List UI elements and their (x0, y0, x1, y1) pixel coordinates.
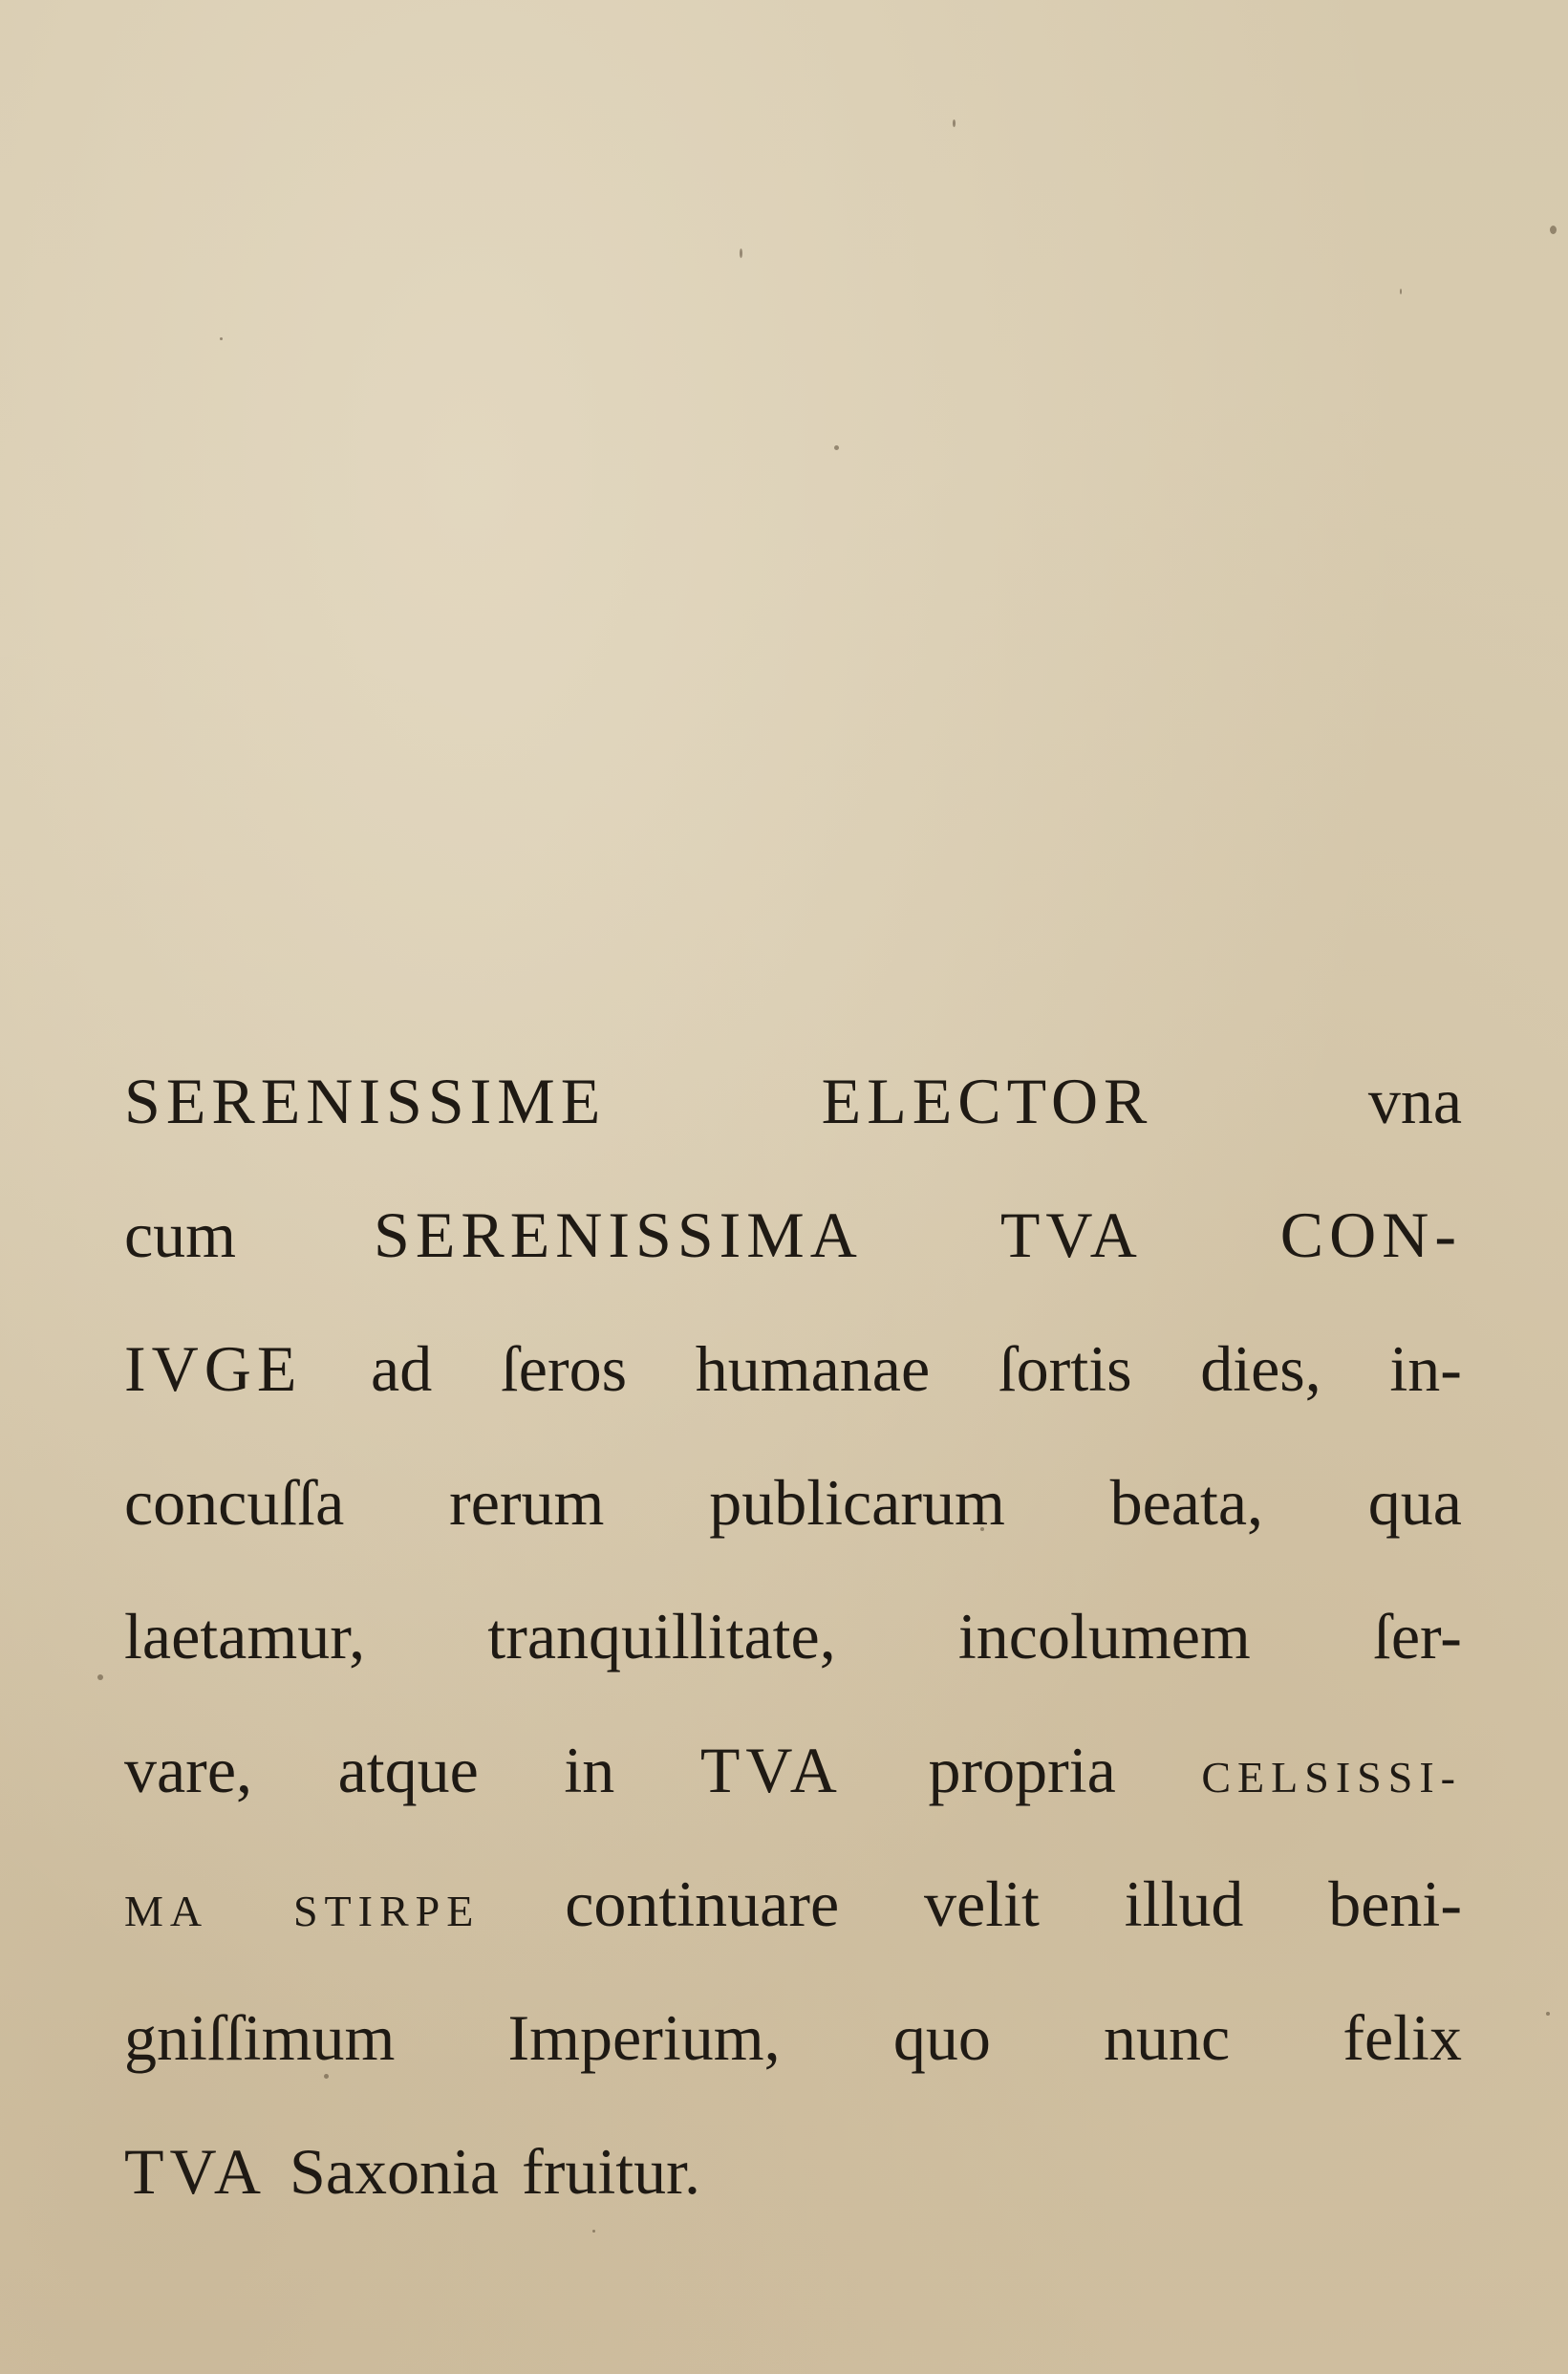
text-line (124, 1034, 1462, 1168)
text-line (124, 1302, 1462, 1435)
word: beata, (1109, 1466, 1264, 1539)
word: Imperium, (507, 2001, 781, 2074)
word: ſer- (1372, 1600, 1462, 1673)
word: ſortis (998, 1332, 1132, 1405)
paper-speck (834, 445, 839, 450)
word: MA (124, 1887, 209, 1935)
word: qua (1367, 1466, 1462, 1539)
word: in (564, 1734, 615, 1806)
word: tranquillitate, (487, 1600, 836, 1673)
word: cum (124, 1198, 237, 1271)
paper-speck (220, 337, 223, 340)
word: fruitur. (522, 2135, 701, 2208)
word: vna (1367, 1065, 1462, 1137)
word: rerum (449, 1466, 605, 1539)
text-line (124, 1569, 1462, 1703)
word: CELSISSI- (1201, 1753, 1462, 1802)
word: laetamur, (124, 1600, 366, 1673)
word: dies, (1200, 1332, 1321, 1405)
word: SERENISSIME (124, 1065, 607, 1137)
word: Saxonia (290, 2135, 500, 2208)
word: beni- (1328, 1867, 1462, 1940)
text-line (124, 1168, 1462, 1302)
word: velit (924, 1867, 1040, 1940)
word: humanae (695, 1332, 931, 1405)
paper-speck (97, 1674, 103, 1680)
word: nunc (1103, 2001, 1231, 2074)
word: incolumem (957, 1600, 1251, 1673)
paper-speck (953, 119, 956, 127)
word: quo (892, 2001, 991, 2074)
text-line (124, 1837, 1462, 1971)
word: SERENISSIMA (374, 1198, 863, 1271)
word: ſeros (500, 1332, 628, 1405)
paper-speck (1400, 289, 1402, 294)
paper-speck (1550, 226, 1557, 234)
word: publicarum (709, 1466, 1005, 1539)
paper-speck (740, 248, 742, 258)
word: in- (1389, 1332, 1462, 1405)
text-line (124, 1435, 1462, 1569)
word: ELECTOR (821, 1065, 1153, 1137)
word: continuare (565, 1867, 840, 1940)
word: CON- (1279, 1198, 1462, 1271)
word: TVA (699, 1734, 843, 1806)
word: STIRPE (292, 1887, 481, 1935)
word: TVA (124, 2135, 267, 2208)
word: ad (371, 1332, 433, 1405)
word: atque (337, 1734, 479, 1806)
word: illud (1124, 1867, 1244, 1940)
word: felix (1342, 2001, 1462, 2074)
paper-speck (1546, 2012, 1550, 2016)
word: TVA (999, 1198, 1143, 1271)
text-line (124, 2104, 1462, 2238)
word: concuſſa (124, 1466, 345, 1539)
word: vare, (124, 1734, 253, 1806)
dedication-text (124, 1034, 1462, 2238)
text-line (124, 1971, 1462, 2104)
text-line (124, 1703, 1462, 1837)
word: propria (928, 1734, 1116, 1806)
word: gniſſimum (124, 2001, 396, 2074)
word: IVGE (124, 1332, 303, 1405)
